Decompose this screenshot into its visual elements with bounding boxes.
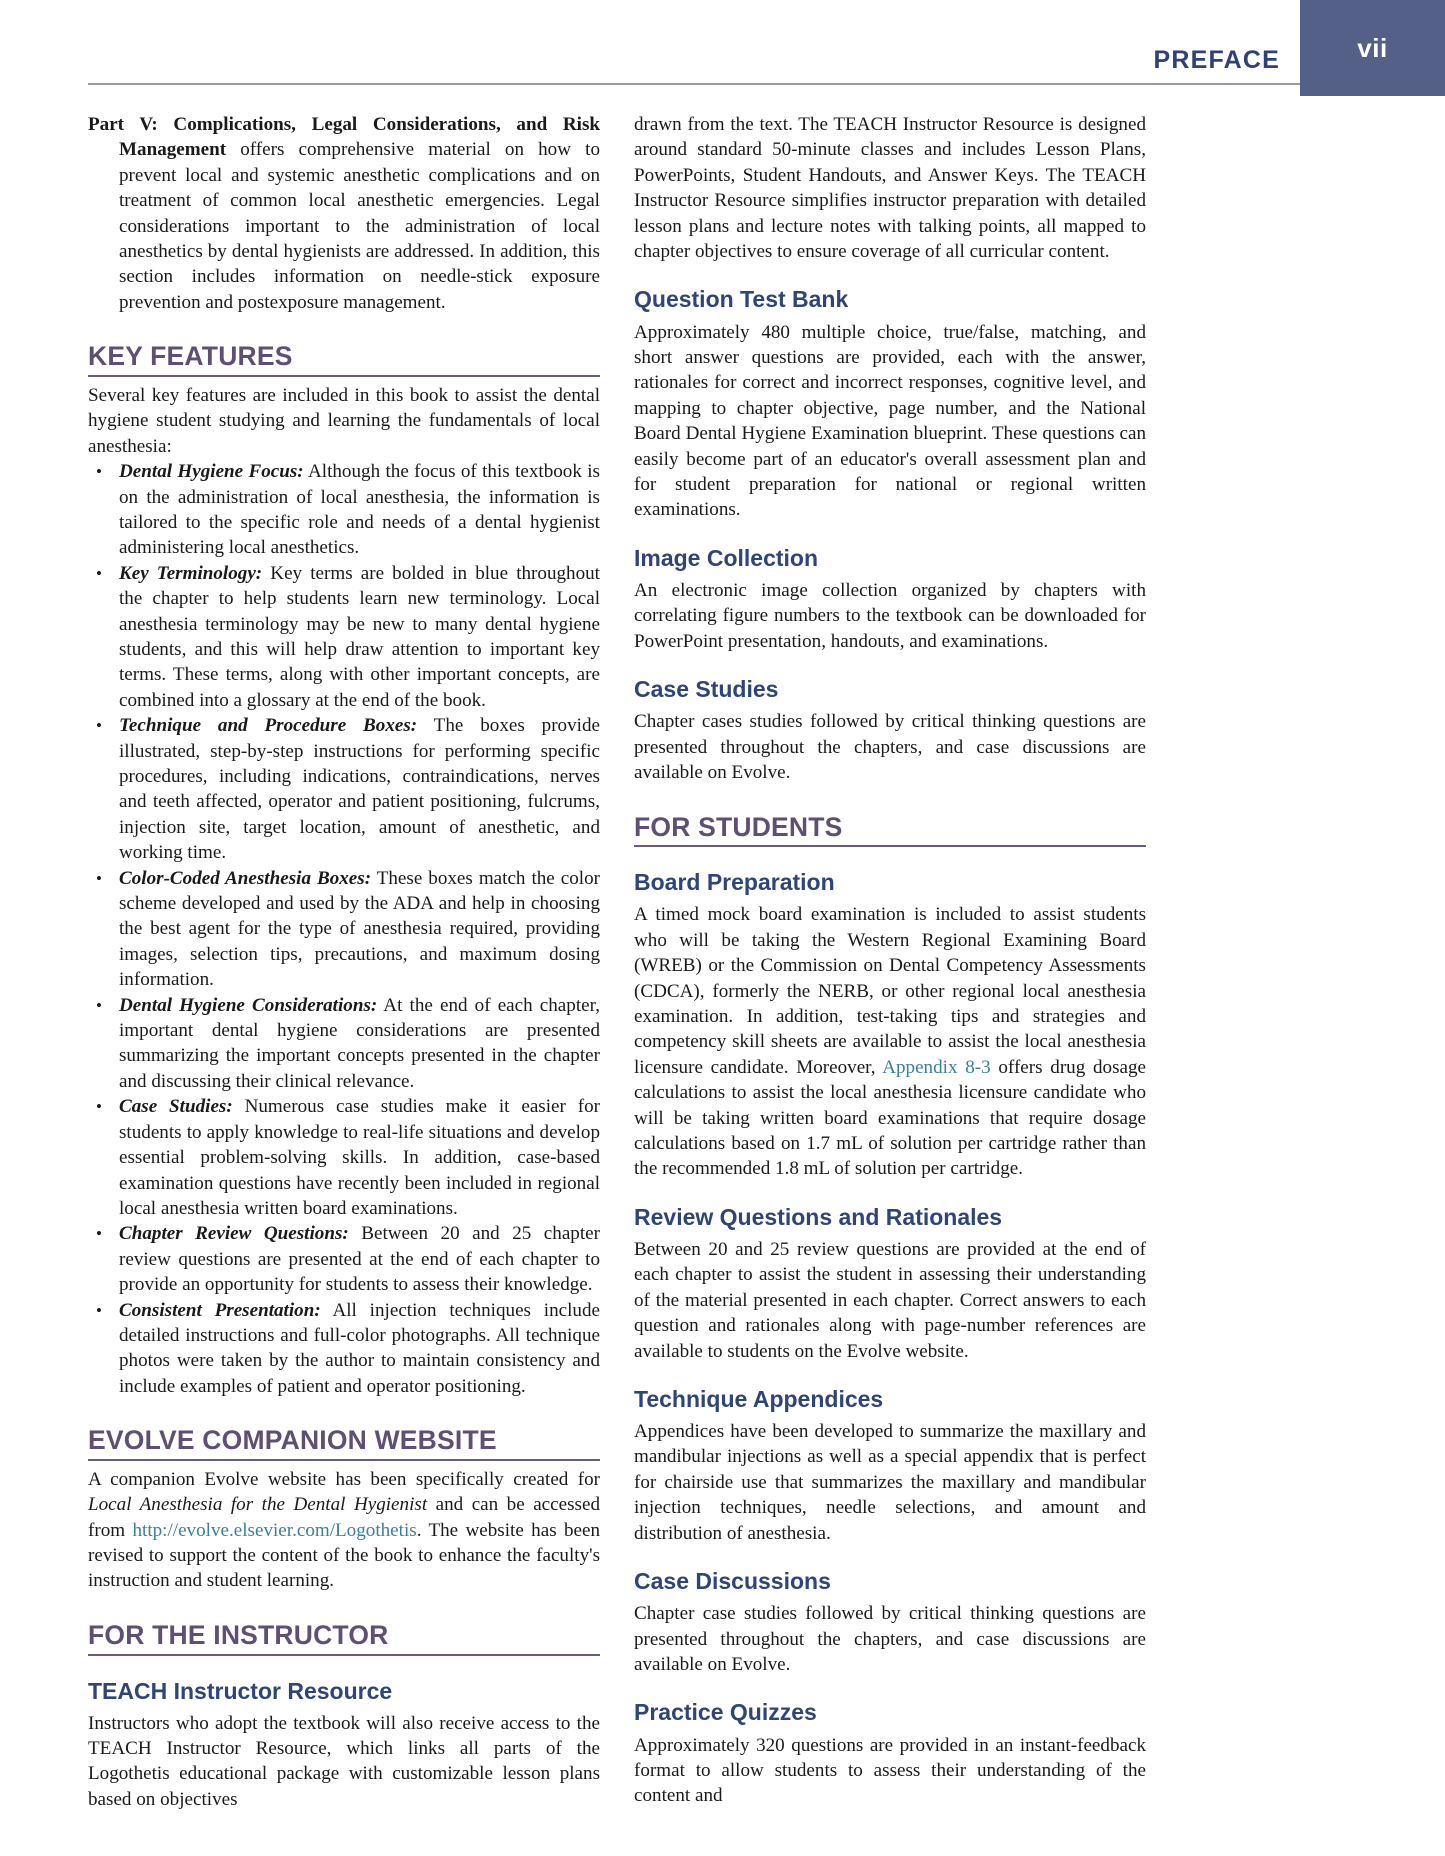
- paragraph-evolve: [88, 1467, 600, 1594]
- board-prep-text-1: A timed mock board examination is included to assist students who will be taking the Western Regional Examining Board (WREB) or the Commission on Dental Competency Assessments (CDCA), formerly the NERB, or other regional local anesthesia examination. In addition, test-taking tips and strategies and competency skill sheets are available to assist the local anesthesia licensure candidate. Moreover,: [634, 904, 1146, 1078]
- appendix-8-3-link[interactable]: Appendix 8-3: [882, 1056, 991, 1078]
- list-item: [88, 1094, 600, 1221]
- heading-key-features: KEY FEATURES: [88, 342, 600, 377]
- list-item: [88, 713, 600, 865]
- paragraph-case-discussions: Chapter case studies followed by critical thinking questions are presented throughout the chapters, and case discussions are available on Evolve.: [634, 1603, 1146, 1676]
- bullet-text: At the end of each chapter, important dental hygiene considerations are presented summarizing the important concepts presented in the chapter and discussing their clinical relevance.: [119, 994, 600, 1092]
- evolve-book-title: Local Anesthesia for the Dental Hygienist: [88, 1494, 428, 1516]
- paragraph-question-test-bank: Approximately 480 multiple choice, true/false, matching, and short answer questions are provided, each with the answer, rationales for correct and incorrect responses, cognitive level, and mapping to chapter objective, page number, and the National Board Dental Hygiene Examination blueprint. These questions can easily become part of an educator's overall assessment plan and for student preparation for national or regional written examinations.: [634, 321, 1146, 521]
- heading-case-discussions: Case Discussions: [634, 1568, 831, 1595]
- bullet-text: Numerous case studies make it easier for students to apply knowledge to real-life situations and develop essential problem-solving skills. In addition, case-based examination questions have recently been included in regional local anesthesia written board examinations.: [119, 1096, 600, 1219]
- list-item: [88, 1298, 600, 1400]
- key-features-list: [88, 459, 600, 1399]
- running-head: [0, 0, 1445, 96]
- heading-technique-appendices: Technique Appendices: [634, 1385, 884, 1412]
- bullet-text: All injection techniques include detailed instructions and full-color photographs. All technique photos were taken by the author to maintain consistency and include examples of patient and operator positioning.: [119, 1299, 600, 1397]
- paragraph-part-v: [88, 112, 600, 315]
- paragraph-case-studies: Chapter cases studies followed by critical thinking questions are presented throughout the chapters, and case discussions are available on Evolve.: [634, 711, 1146, 784]
- paragraph-teach-instructor-resource: Instructors who adopt the textbook will also receive access to the TEACH Instructor Resource, which links all parts of the Logothetis educational package with customizable lesson plans based on objectives: [88, 1712, 600, 1810]
- evolve-website-link[interactable]: http://evolve.elsevier.com/Logothetis: [132, 1519, 417, 1541]
- bullet-text: Although the focus of this textbook is on the administration of local anesthesia, the information is tailored to the specific role and needs of a dental hygienist administering local anesthetics.: [119, 461, 600, 559]
- list-item: [88, 866, 600, 993]
- bullet-text: Between 20 and 25 chapter review questions are presented at the end of each chapter to provide an opportunity for students to assess their knowledge.: [119, 1223, 600, 1296]
- left-column: [88, 112, 600, 1812]
- bullet-lead: Key Terminology:: [119, 562, 263, 584]
- paragraph-technique-appendices: Appendices have been developed to summarize the maxillary and mandibular injections as well as a special appendix that is perfect for chairside use that summarizes the maxillary and mandibular injection techniques, needle selections, and amount and distribution of anesthesia.: [634, 1421, 1146, 1544]
- page-body: [88, 112, 1358, 1812]
- heading-evolve-companion-website: EVOLVE COMPANION WEBSITE: [88, 1426, 600, 1461]
- evolve-text-1: A companion Evolve website has been specifically created for: [88, 1468, 600, 1490]
- bullet-lead: Technique and Procedure Boxes:: [119, 715, 418, 737]
- board-prep-text-2: offers drug dosage calculations to assist the local anesthesia licensure candidate who will be taking written board examinations that require dosage calculations based on 1.7 mL of solution per cartridge rather than the recommended 1.8 mL of solution per cartridge.: [634, 1056, 1146, 1180]
- evolve-text-2: and can be accessed from: [88, 1494, 600, 1541]
- bullet-lead: Consistent Presentation:: [119, 1299, 321, 1321]
- bullet-lead: Color-Coded Anesthesia Boxes:: [119, 867, 372, 889]
- heading-practice-quizzes: Practice Quizzes: [634, 1699, 817, 1726]
- heading-board-preparation: Board Preparation: [634, 869, 835, 896]
- paragraph-review-questions-and-rationales: Between 20 and 25 review questions are provided at the end of each chapter to assist the student in assessing their understanding of the material presented in each chapter. Correct answers to each question and rationales along with page-number references are available to students on the Evolve website.: [634, 1238, 1146, 1362]
- heading-case-studies: Case Studies: [634, 676, 779, 703]
- list-item: [88, 561, 600, 713]
- list-item: [88, 993, 600, 1095]
- heading-image-collection: Image Collection: [634, 544, 819, 571]
- heading-for-students: FOR STUDENTS: [634, 813, 1146, 848]
- list-item: [88, 1221, 600, 1297]
- bullet-lead: Dental Hygiene Focus:: [119, 461, 304, 483]
- heading-for-the-instructor: FOR THE INSTRUCTOR: [88, 1621, 600, 1656]
- list-item: [88, 459, 600, 561]
- heading-question-test-bank: Question Test Bank: [634, 286, 849, 313]
- bullet-text: These boxes match the color scheme developed and used by the ADA and help in choosing the best agent for the type of anesthesia required, providing images, selection tips, precautions, and maximum dosing information.: [119, 867, 600, 991]
- bullet-text: Key terms are bolded in blue throughout the chapter to help students learn new terminology. Local anesthesia terminology may be new to many dental hygiene students, and this will help draw attention to important key terms. These terms, along with other important concepts, are combined into a glossary at the end of the book.: [119, 562, 600, 711]
- right-column: [634, 112, 1146, 1812]
- bullet-lead: Chapter Review Questions:: [119, 1223, 349, 1245]
- running-head-title: PREFACE: [1153, 46, 1280, 74]
- paragraph-practice-quizzes: Approximately 320 questions are provided in an instant-feedback format to allow students to assess their understanding of the content and: [634, 1734, 1146, 1807]
- paragraph-image-collection: An electronic image collection organized by chapters with correlating figure numbers to the textbook can be downloaded for PowerPoint presentation, handouts, and examinations.: [634, 579, 1146, 652]
- evolve-text-3: . The website has been revised to support the content of the book to enhance the faculty's instruction and student learning.: [88, 1519, 601, 1592]
- paragraph-key-features-intro: Several key features are included in this book to assist the dental hygiene student studying and learning the fundamentals of local anesthesia:: [88, 384, 600, 457]
- bullet-text: The boxes provide illustrated, step-by-step instructions for performing specific procedures, including indications, contraindications, nerves and teeth affected, operator and patient positioning, fulcrums, injection site, target location, amount of anesthetic, and working time.: [119, 715, 600, 864]
- heading-review-questions-and-rationales: Review Questions and Rationales: [634, 1203, 1003, 1230]
- page-number: vii: [1357, 32, 1388, 63]
- bullet-lead: Case Studies:: [119, 1096, 233, 1118]
- running-head-rule: [88, 83, 1300, 85]
- bullet-lead: Dental Hygiene Considerations:: [119, 994, 378, 1016]
- part-v-rest: offers comprehensive material on how to prevent local and systemic anesthetic complications and on treatment of common local anesthetic emergencies. Legal considerations important to the administration of local anesthetics by dental hygienists are addressed. In addition, this section includes information on needle-stick exposure prevention and postexposure management.: [119, 139, 600, 313]
- heading-teach-instructor-resource: TEACH Instructor Resource: [88, 1677, 393, 1704]
- part-v-lead: Part V: Complications, Legal Considerations, and Risk Management: [88, 114, 600, 161]
- paragraph-teach-continued: drawn from the text. The TEACH Instructor Resource is designed around standard 50-minute classes and includes Lesson Plans, PowerPoints, Student Handouts, and Answer Keys. The TEACH Instructor Resource simplifies instructor preparation with detailed lesson plans and lecture notes with talking points, all mapped to chapter objectives to ensure coverage of all curricular content.: [634, 114, 1146, 263]
- paragraph-board-preparation: [634, 902, 1146, 1181]
